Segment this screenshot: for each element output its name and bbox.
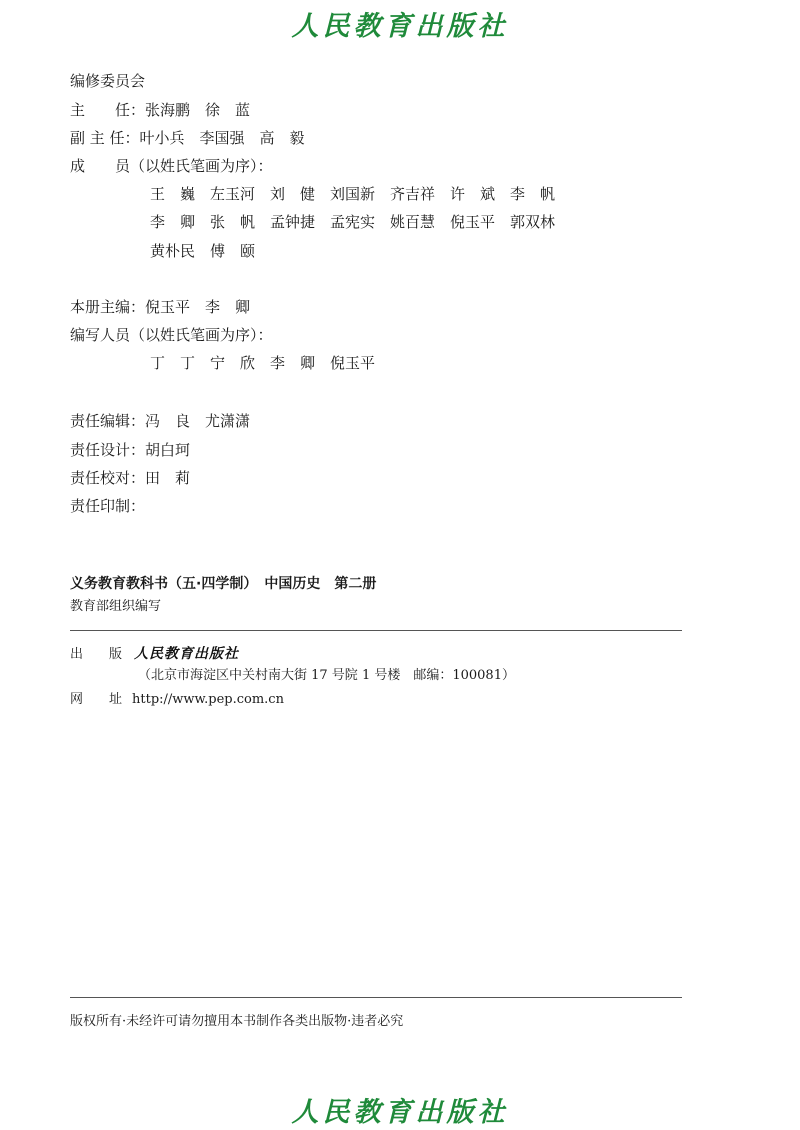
- website-link[interactable]: http://www.pep.com.cn: [132, 692, 284, 707]
- resp-print-label: 责任印制：: [70, 497, 146, 515]
- resp-editor-row: [70, 411, 250, 431]
- book-title: 义务教育教科书（五·四学制） 中国历史 第二册: [70, 576, 377, 592]
- members-line-3: 黄朴民 傅 颐: [150, 242, 256, 260]
- publisher-row: [70, 644, 239, 665]
- resp-design-row: [70, 440, 190, 460]
- resp-proof-label: 责任校对：: [70, 469, 146, 487]
- website-label: 网 址: [70, 692, 123, 707]
- deputy-label: 副 主 任：: [70, 129, 140, 147]
- writers-value: 丁 丁 宁 欣 李 卿 倪玉平: [150, 354, 376, 372]
- members-line-2: 李 卿 张 帆 孟钟捷 孟宪实 姚百慧 倪玉平 郭双林: [150, 213, 556, 231]
- resp-design-label: 责任设计：: [70, 441, 146, 459]
- publisher-logo-small: 人民教育出版社: [134, 646, 240, 662]
- book-compiler: 教育部组织编写: [70, 599, 162, 614]
- website-row: [70, 690, 284, 710]
- chief-editor-row: [70, 297, 250, 317]
- copyright-notice: 版权所有·未经许可请勿擅用本书制作各类出版物·违者必究: [70, 1014, 404, 1029]
- resp-proof-row: [70, 468, 190, 488]
- resp-print-row: [70, 496, 145, 516]
- members-label: 成 员（以姓氏笔画为序）：: [70, 157, 273, 175]
- director-label: 主 任：: [70, 101, 146, 119]
- publisher-logo-top: 人民教育出版社: [291, 11, 509, 42]
- publisher-logo-bottom: 人民教育出版社: [291, 1097, 509, 1128]
- resp-design-value: 胡白珂: [145, 441, 191, 459]
- chief-editor-value: 倪玉平 李 卿: [145, 298, 251, 316]
- deputy-value: 叶小兵 李国强 高 毅: [139, 129, 305, 147]
- writers-label: 编写人员（以姓氏笔画为序）：: [70, 326, 273, 344]
- resp-editor-label: 责任编辑：: [70, 412, 146, 430]
- director-row: [70, 100, 250, 120]
- resp-proof-value: 田 莉: [145, 469, 191, 487]
- publisher-label: 出 版: [70, 647, 123, 662]
- divider-top: [70, 630, 682, 631]
- divider-bottom: [70, 997, 682, 998]
- members-line-1: 王 巍 左玉河 刘 健 刘国新 齐吉祥 许 斌 李 帆: [150, 185, 556, 203]
- deputy-row: [70, 128, 305, 148]
- director-value: 张海鹏 徐 蓝: [145, 101, 251, 119]
- publisher-address: （北京市海淀区中关村南大街 17 号院 1 号楼 邮编：100081）: [138, 668, 515, 683]
- committee-heading: 编修委员会: [70, 72, 146, 90]
- chief-editor-label: 本册主编：: [70, 298, 146, 316]
- resp-editor-value: 冯 良 尤潇潇: [145, 412, 251, 430]
